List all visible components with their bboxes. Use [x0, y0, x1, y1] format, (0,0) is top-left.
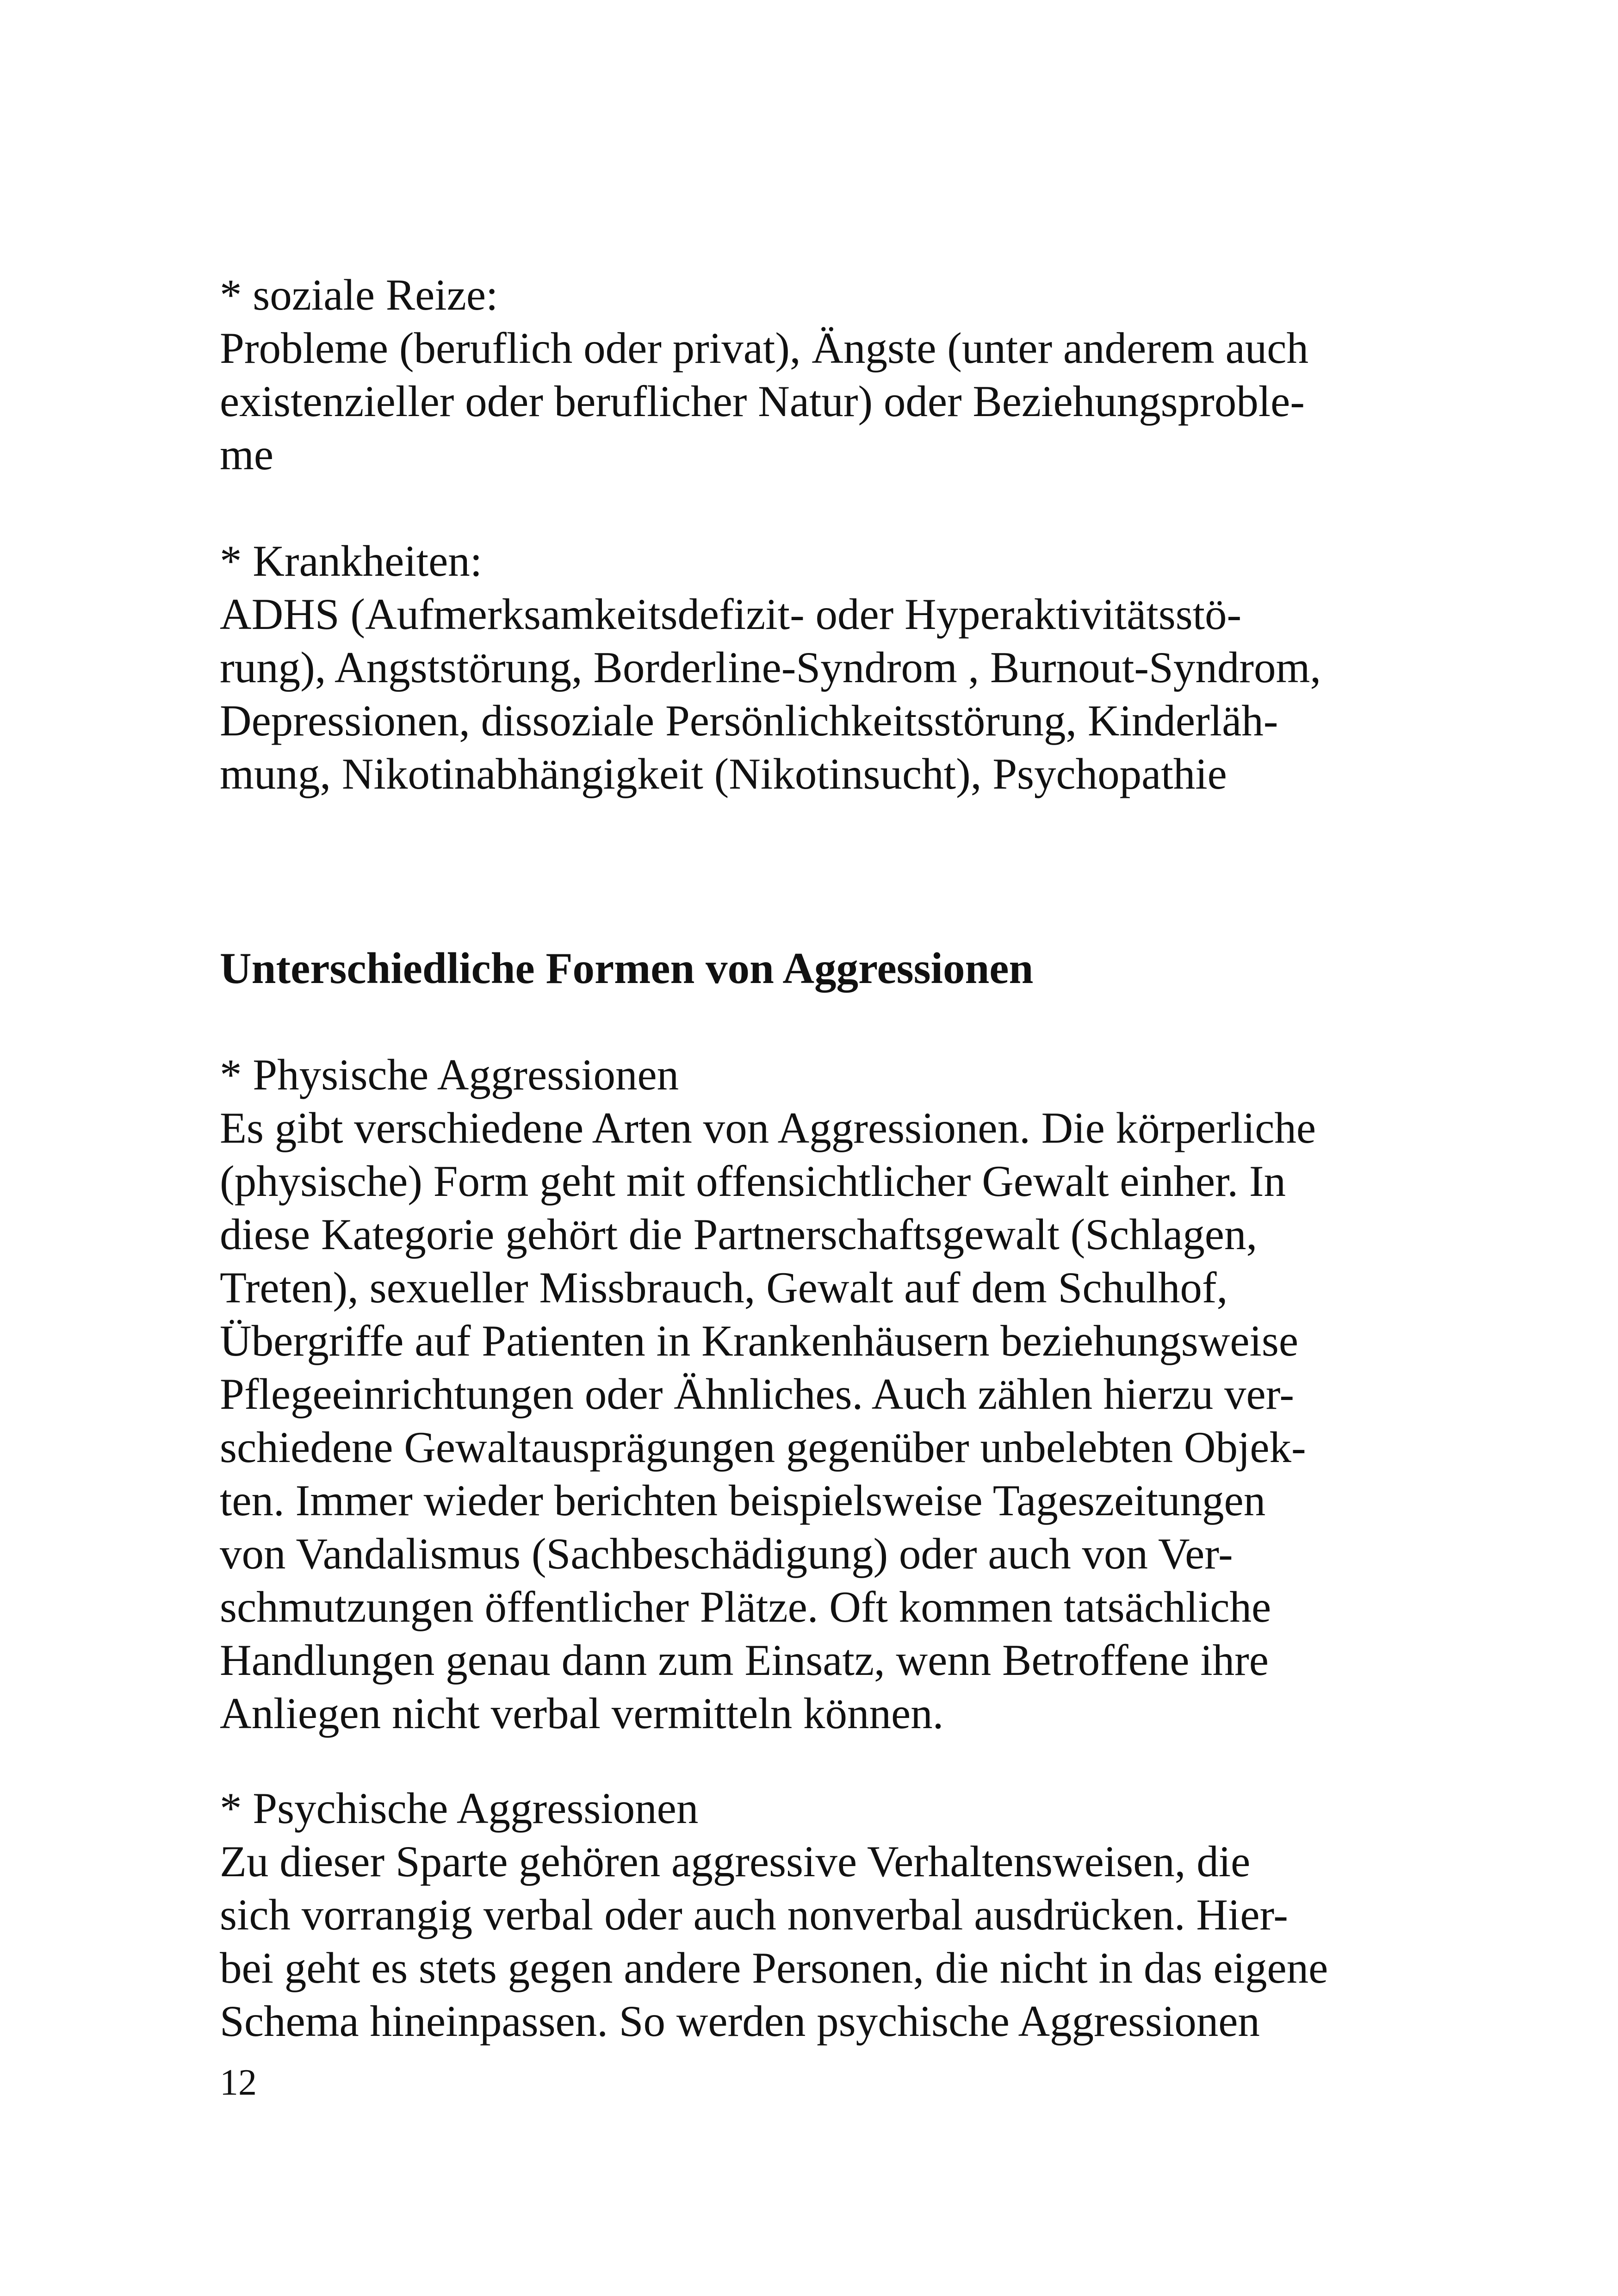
physische-aggressionen-paragraph — [220, 1048, 1423, 1740]
text-line: bei geht es stets gegen andere Personen, die nicht in das eigene — [220, 1943, 1328, 1992]
text-line: Probleme (beruflich oder privat), Ängste (unter anderem auch — [220, 324, 1308, 373]
section-heading: Unterschiedliche Formen von Aggressionen — [220, 944, 1034, 993]
text-line: Treten), sexueller Missbrauch, Gewalt auf dem Schulhof, — [220, 1263, 1228, 1312]
text-line: (physische) Form geht mit offensichtlicher Gewalt einher. In — [220, 1157, 1286, 1206]
psychische-aggressionen-paragraph — [220, 1782, 1423, 2048]
text-line: ADHS (Aufmerksamkeitsdefizit- oder Hyperaktivitätsstö- — [220, 590, 1242, 639]
text-line: rung), Angststörung, Borderline-Syndrom , Burnout-Syndrom, — [220, 643, 1321, 692]
text-line: Depressionen, dissoziale Persönlichkeitsstörung, Kinderläh- — [220, 696, 1278, 745]
section-heading-block — [220, 942, 1423, 995]
text-line: diese Kategorie gehört die Partnerschaftsgewalt (Schlagen, — [220, 1210, 1258, 1259]
krankheiten-label: * Krankheiten: — [220, 536, 483, 585]
soziale-reize-label: * soziale Reize: — [220, 270, 498, 319]
text-line: Übergriffe auf Patienten in Krankenhäusern beziehungsweise — [220, 1316, 1299, 1365]
text-line: sich vorrangig verbal oder auch nonverbal ausdrücken. Hier- — [220, 1890, 1288, 1939]
physische-aggressionen-label: * Physische Aggressionen — [220, 1050, 679, 1099]
psychische-aggressionen-label: * Psychische Aggressionen — [220, 1784, 699, 1833]
text-line: Zu dieser Sparte gehören aggressive Verhaltensweisen, die — [220, 1837, 1251, 1886]
text-line: schiedene Gewaltausprägungen gegenüber unbelebten Objek- — [220, 1423, 1306, 1472]
text-line: Schema hineinpassen. So werden psychische Aggressionen — [220, 1997, 1260, 2046]
text-line: Anliegen nicht verbal vermitteln können. — [220, 1689, 944, 1738]
text-line: von Vandalismus (Sachbeschädigung) oder auch von Ver- — [220, 1529, 1233, 1578]
text-line: schmutzungen öffentlicher Plätze. Oft kommen tatsächliche — [220, 1582, 1271, 1631]
page-number: 12 — [220, 2062, 257, 2103]
text-line: ten. Immer wieder berichten beispielsweise Tageszeitungen — [220, 1476, 1266, 1525]
text-line: me — [220, 430, 274, 479]
text-line: Handlungen genau dann zum Einsatz, wenn Betroffene ihre — [220, 1636, 1269, 1685]
krankheiten-paragraph — [220, 535, 1423, 801]
soziale-reize-paragraph — [220, 268, 1423, 481]
text-line: Pflegeeinrichtungen oder Ähnliches. Auch zählen hierzu ver- — [220, 1369, 1295, 1419]
text-line: existenzieller oder beruflicher Natur) oder Beziehungsproble- — [220, 377, 1305, 426]
text-line: mung, Nikotinabhängigkeit (Nikotinsucht), Psychopathie — [220, 749, 1227, 798]
text-line: Es gibt verschiedene Arten von Aggressionen. Die körperliche — [220, 1103, 1316, 1152]
